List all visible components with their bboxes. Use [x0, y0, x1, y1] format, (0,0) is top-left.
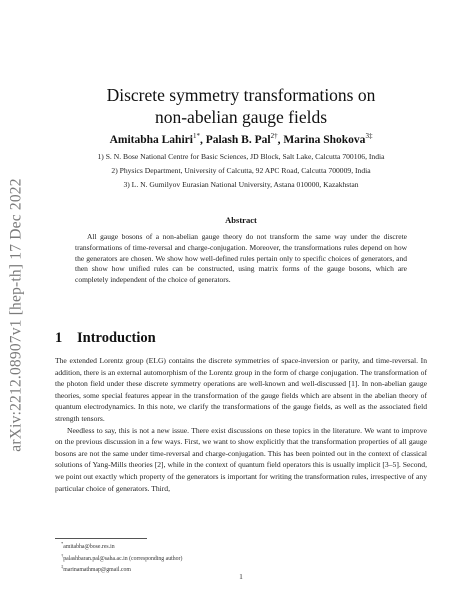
author-name: Marina Shokova: [283, 133, 366, 146]
paper-title: [55, 84, 427, 128]
section-number: 1: [55, 330, 63, 346]
author-mark: 3‡: [365, 132, 373, 140]
section-body: [55, 355, 427, 494]
author-name: Palash B. Pal: [205, 133, 271, 146]
footnote-text: palashbaran.pal@saha.ac.in (corresponding author): [63, 555, 183, 562]
abstract-text: All gauge bosons of a non-abelian gauge theory do not transform the same way under the discrete transformations of time-reversal and charge-conjugation. Moreover, the transformations rules depend on how the generators are chosen. We show how well-defined rules pertain only to specific choices of generators, and then show how unified rules can be constructed, using matrix forms of the gauge bosons, which are completely independent of the choice of generators.: [75, 232, 407, 285]
affiliation-list: [55, 150, 427, 192]
footnote-mark: †: [61, 552, 64, 558]
page-number: 1: [239, 572, 243, 581]
body-paragraph: Needless to say, this is not a new issue. There exist discussions on these topics in the literature. We want to improve on the previous discussion in a few ways. First, we want to show explicitly that the transformation properties of all gauge bosons are not the same under time-reversal and charge-conjugation. This has been pointed out in the context of classical solutions of Yang-Mills theories [2], while in the context of quantum field operators this is usually implicit [3–5]. Second, we point out exactly which property of the generators is important for writing the transformation rules, irrespective of any particular choice of generators. Third,: [55, 425, 427, 493]
affiliation: 1) S. N. Bose National Centre for Basic Sciences, JD Block, Salt Lake, Calcutta 700106, India: [97, 152, 385, 161]
author-mark: 2†: [270, 132, 278, 140]
author-mark: 1*: [192, 132, 200, 140]
section-title: Introduction: [77, 330, 156, 346]
arxiv-stamp: [4, 150, 30, 480]
body-paragraph: The extended Lorentz group (ELG) contains the discrete symmetries of space-inversion or parity, and time-reversal. In addition, there is an external automorphism of the Lorentz group in the form of charge conjugation. The transformation of the photon field under these discrete symmetry operations are well-known and well-discussed [1]. In non-abelian gauge theories, some special features appear in the transformation of the gauge fields which are absent in the abelian theory of quantum electrodynamics. In this note, we clarify the transformations of the gauge fields, as well as the associated field strength tensors.: [55, 356, 427, 423]
footnote: [61, 540, 421, 552]
footnote-rule: [55, 538, 147, 539]
arxiv-id: arXiv:2212.08907v1 [hep-th] 17 Dec 2022: [8, 178, 25, 452]
section-heading: [55, 330, 427, 347]
footnote-text: marinamathmap@gmail.com: [63, 566, 131, 573]
author-name: Amitabha Lahiri: [109, 133, 193, 146]
paper-page: [55, 0, 427, 600]
title-line-2: non-abelian gauge fields: [154, 107, 328, 127]
footnote-mark: ‡: [61, 564, 64, 570]
affiliation: 3) L. N. Gumilyov Eurasian National University, Astana 010000, Kazakhstan: [123, 180, 359, 189]
title-line-1: Discrete symmetry transformations on: [106, 85, 376, 105]
abstract-heading: Abstract: [225, 215, 257, 225]
footnote-list: [61, 540, 421, 575]
affiliation: 2) Physics Department, University of Calcutta, 92 APC Road, Calcutta 700009, India: [111, 166, 371, 175]
author-list: Amitabha Lahiri$^{1*}$, Palash B. Pal$^{2\dagger}$, Marina Shokova$^{3\ddagger}$: [109, 132, 373, 146]
footnote-mark: *: [61, 541, 64, 546]
footnote: [61, 552, 421, 564]
footnote-text: amitabha@bose.res.in: [63, 543, 115, 550]
